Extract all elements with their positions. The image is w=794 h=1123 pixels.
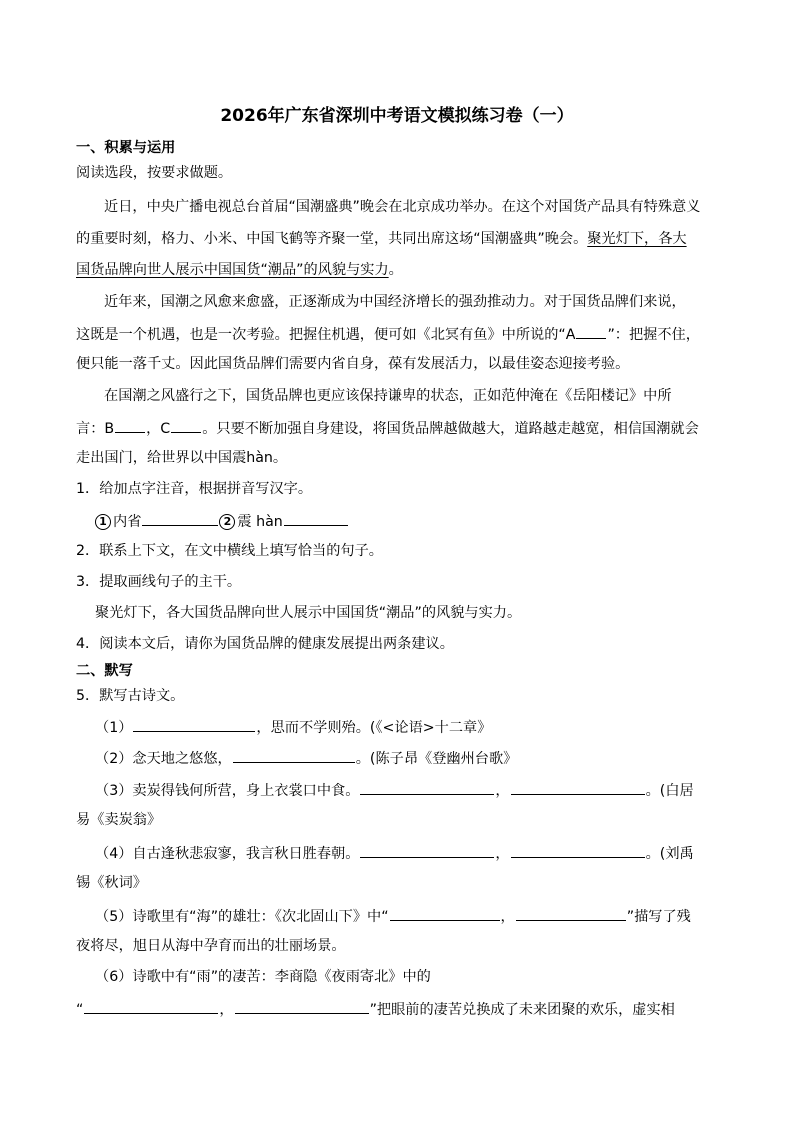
recite-blank[interactable] (360, 841, 494, 858)
recite-item-4-cont: 锡《秋词》 (76, 875, 147, 891)
paragraph-1-line-3: 国货品牌向世人展示中国国货“潮品”的风貌与实力。 (76, 262, 403, 278)
paragraph-3-line-2: 言：B ，C 。只要不断加强自身建设，将国货品牌越做越大，道路越走越宽，相信国潮就会 (76, 416, 699, 440)
recite-blank[interactable] (511, 841, 645, 858)
blank-b[interactable] (115, 416, 145, 433)
recite-blank[interactable] (511, 778, 645, 795)
question-3: 3．提取画线句子的主干。 (76, 574, 242, 590)
recite-blank[interactable] (233, 746, 355, 763)
recite-item-5: （5）诗歌里有“海”的雄壮：《次北固山下》中“ ， ”描写了残 (95, 904, 691, 928)
answer-blank-2[interactable] (284, 509, 348, 526)
section-heading-2: 二、默写 (76, 663, 133, 679)
paragraph-2-line-1: 近年来，国潮之风愈来愈盛，正逐渐成为中国经济增长的强劲推动力。对于国货品牌们来说， (104, 294, 686, 310)
question-2: 2．联系上下文，在文中横线上填写恰当的句子。 (76, 543, 383, 559)
question-1-items: 1 内省 2 震 hàn (95, 509, 349, 533)
recite-item-6: （6）诗歌中有“雨”的凄苦：李商隐《夜雨寄北》中的 (95, 969, 431, 985)
paragraph-1-line-1: 近日，中央广播电视总台首届“国潮盛典”晚会在北京成功举办。在这个对国货产品具有特殊意义 (104, 199, 701, 215)
underlined-sentence: 国货品牌向世人展示中国国货“潮品”的风貌与实力 (76, 262, 389, 278)
paragraph-3-line-1: 在国潮之风盛行之下，国货品牌也更应该保持谦卑的状态，正如范仲淹在《岳阳楼记》中所 (104, 388, 672, 404)
paragraph-2-line-3: 便只能一落千丈。因此国货品牌们需要内省自身，葆有发展活力，以最佳姿态迎接考验。 (76, 356, 630, 372)
underlined-sentence: 聚光灯下，各大 (587, 231, 687, 247)
recite-blank[interactable] (84, 997, 218, 1014)
recite-blank[interactable] (133, 715, 255, 732)
question-1: 1．给加点字注音，根据拼音写汉字。 (76, 481, 313, 497)
recite-blank[interactable] (235, 997, 369, 1014)
paragraph-3-line-3: 走出国门，给世界以中国震hàn。 (76, 450, 288, 466)
question-3-sentence: 聚光灯下，各大国货品牌向世人展示中国国货“潮品”的风貌与实力。 (95, 605, 522, 621)
circled-number-1: 1 (95, 514, 111, 530)
question-4: 4．阅读本文后，请你为国货品牌的健康发展提出两条建议。 (76, 636, 454, 652)
recite-item-1: （1） ，思而不学则殆。(《<论语>十二章》 (95, 715, 491, 739)
paragraph-2-line-2: 这既是一个机遇，也是一次考验。把握住机遇，便可如《北冥有鱼》中所说的“A ”：把握不住， (76, 322, 700, 346)
paragraph-1-line-2: 的重要时刻，格力、小米、中国飞鹤等齐聚一堂，共同出席这场“国潮盛典”晚会。聚光灯下，各大 (76, 231, 687, 247)
recite-blank[interactable] (360, 778, 494, 795)
recite-item-5-cont: 夜将尽，旭日从海中孕育而出的壮丽场景。 (76, 938, 346, 954)
answer-blank-1[interactable] (142, 509, 218, 526)
recite-item-2: （2）念天地之悠悠， 。(陈子昂《登幽州台歌》 (95, 746, 517, 770)
question-5: 5．默写古诗文。 (76, 688, 185, 704)
recite-item-3: （3）卖炭得钱何所营，身上衣裳口中食。 ， 。(白居 (95, 778, 694, 802)
circled-number-2: 2 (219, 514, 235, 530)
blank-a[interactable] (576, 322, 606, 339)
section-heading-1: 一、积累与运用 (76, 140, 176, 156)
recite-blank[interactable] (516, 904, 626, 921)
page-title: 2026年广东省深圳中考语文模拟练习卷（一） (220, 106, 574, 126)
recite-blank[interactable] (390, 904, 500, 921)
recite-item-6-cont: “ ， ”把眼前的凄苦兑换成了未来团聚的欢乐，虚实相 (76, 997, 675, 1021)
recite-item-3-cont: 易《卖炭翁》 (76, 812, 162, 828)
section-intro: 阅读选段，按要求做题。 (76, 165, 233, 181)
recite-item-4: （4）自古逢秋悲寂寥，我言秋日胜春朝。 ， 。(刘禹 (95, 841, 694, 865)
blank-c[interactable] (171, 416, 201, 433)
